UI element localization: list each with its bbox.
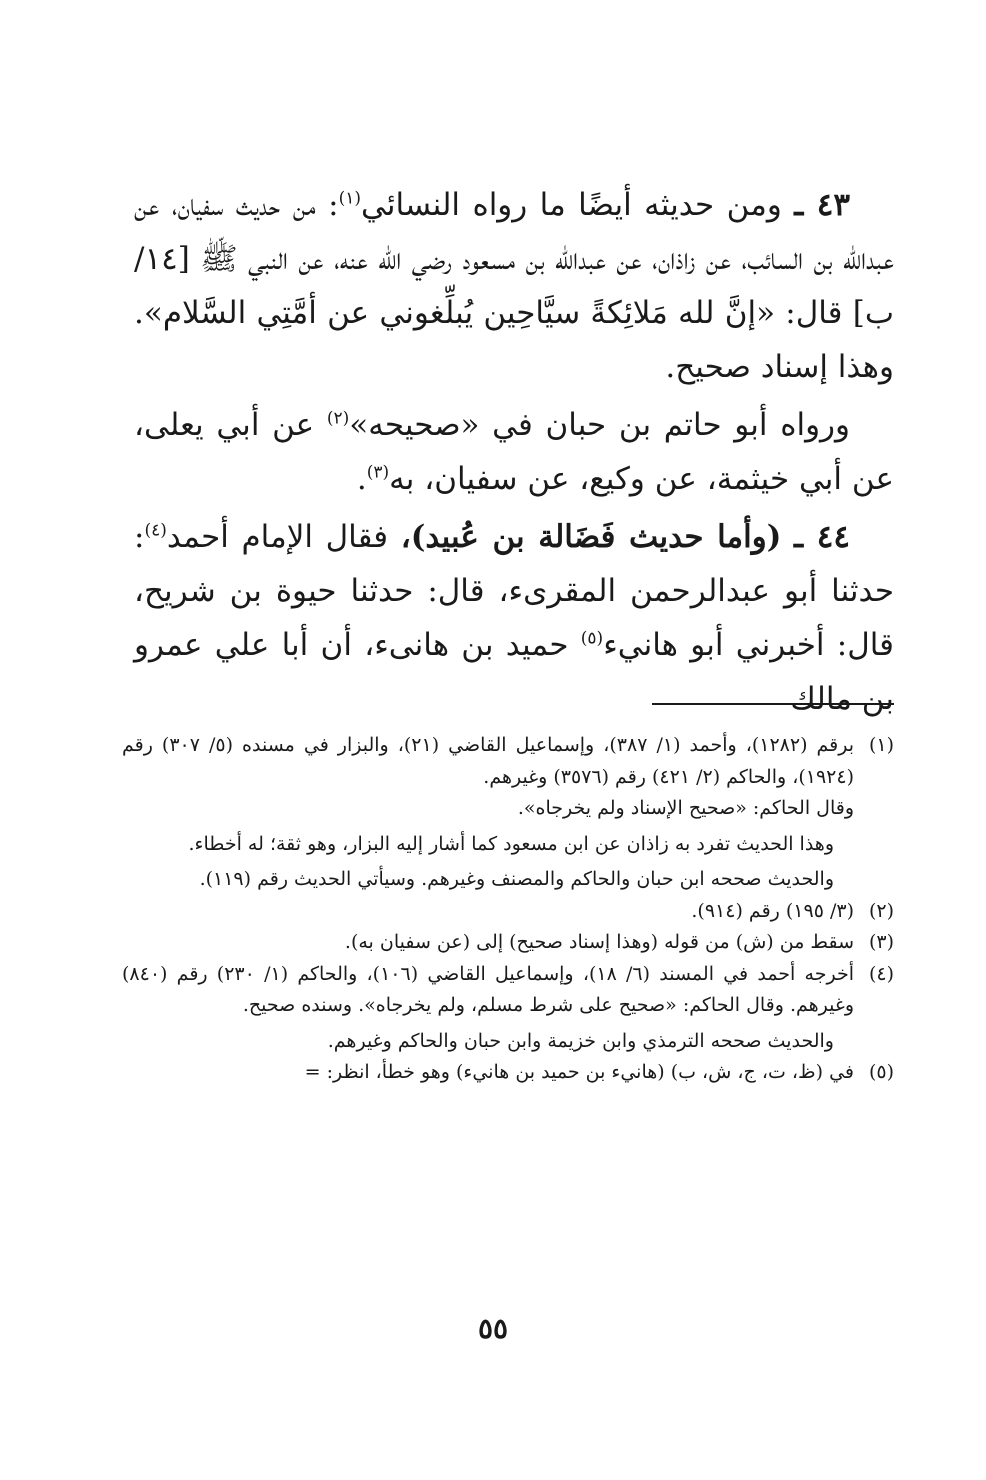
paragraph-43b-text-b: عن أبي يعلى، عن أبي خيثمة، عن وكيع، عن سفيان، به <box>134 407 894 497</box>
footnote-line: في (ظ، ت، ج، ش، ب) (هانيء بن حميد بن هانيء) وهو خطأ، انظر: = <box>304 1061 854 1083</box>
footnote-1 <box>122 730 894 896</box>
footnote-2 <box>122 896 894 928</box>
footnote-4 <box>122 959 894 1058</box>
footnote-ref-2[interactable]: (٢) <box>326 408 350 429</box>
footnote-mark: (٥) <box>868 1061 894 1083</box>
paragraph-43b-text-a: ورواه أبو حاتم بن حبان في «صحيحه» <box>349 407 850 443</box>
footnote-line: أخرجه أحمد في المسند (٦/ ١٨)، وإسماعيل القاضي (١٠٦)، والحاكم (١/ ٢٣٠) رقم (٨٤٠) وغيرهم. وقال الحاكم: «صحيح على شرط مسلم، ولم يخرجاه». وسنده صحيح. <box>122 962 854 1016</box>
footnote-line: وقال الحاكم: «صحيح الإسناد ولم يخرجاه». <box>517 797 854 819</box>
footnote-body <box>122 959 854 1058</box>
footnote-subparagraph: والحديث صححه الترمذي وابن خزيمة وابن حبان والحاكم وغيرهم. <box>327 1029 834 1052</box>
paragraph-44-text-a: فقال الإمام أحمد <box>166 519 401 555</box>
footnote-subparagraph: والحديث صححه ابن حبان والحاكم والمصنف وغيرهم. وسيأتي الحديث رقم (١١٩). <box>199 868 834 890</box>
paragraph-43 <box>134 178 894 394</box>
footnote-mark: (١) <box>868 734 894 756</box>
footnote-separator <box>652 703 894 705</box>
footnote-body <box>122 1057 854 1089</box>
paragraph-44-text-b: : حدثنا أبو عبدالرحمن المقرىء، قال: حدثنا حيوة بن شريح، قال: أخبرني أبو هانيء <box>134 519 894 663</box>
page-number: ٥٥ <box>477 1312 509 1345</box>
footnote-line: سقط من (ش) من قوله (وهذا إسناد صحيح) إلى (عن سفيان به). <box>344 931 854 953</box>
footnote-mark: (٢) <box>868 899 894 922</box>
footnote-body <box>122 730 854 896</box>
paragraph-44-text-c: حميد بن هانىء، أن أبا علي عمرو بن مالك <box>134 627 894 717</box>
section-heading-fadala: (وأما حديث فَضَالة بن عُبيد)، <box>400 519 782 555</box>
footnote-ref-4[interactable]: (٤) <box>144 520 167 541</box>
footnotes <box>122 730 894 1089</box>
paragraph-43b-text-c: . <box>356 461 367 497</box>
footnote-mark: (٤) <box>868 962 894 985</box>
paragraph-44 <box>134 510 894 726</box>
hadith-number-43: ٤٣ ـ <box>794 187 851 223</box>
footnote-ref-5[interactable]: (٥) <box>580 628 604 649</box>
footnote-ref-3[interactable]: (٣) <box>366 462 390 483</box>
footnote-mark: (٣) <box>868 931 894 953</box>
paragraph-43-continuation <box>134 398 894 506</box>
footnote-ref-1[interactable]: (١) <box>338 188 362 209</box>
footnote-line: برقم (١٢٨٢)، وأحمد (١/ ٣٨٧)، وإسماعيل القاضي (٢١)، والبزار في مسنده (٥/ ٣٠٧) رقم (١٩٢٤)، والحاكم (٢/ ٤٢١) رقم (٣٥٧٦) وغيرهم. <box>122 734 855 788</box>
paragraph-43-text-a: ومن حديثه أيضًا ما رواه النسائي <box>361 187 782 223</box>
hadith-number-44: ٤٤ ـ <box>794 519 850 555</box>
footnote-5 <box>122 1057 894 1089</box>
paragraph-43-text-b: : من حديث سفيان، عن عبدالله بن السائب، عن زاذان، عن عبدالله بن مسعود رضي الله عنه، عن النبي ﷺ [١٤/ب] قال: «إنَّ لله مَلائِكةً سيَّاحِين يُبلِّغوني عن أمَّتِي السَّلام». وهذا إسناد صحيح. <box>134 187 894 385</box>
footnote-subparagraph: وهذا الحديث تفرد به زاذان عن ابن مسعود كما أشار إليه البزار، وهو ثقة؛ له أخطاء. <box>188 832 834 855</box>
footnote-3 <box>122 927 894 959</box>
footnote-body <box>122 927 854 959</box>
footnote-line: (٣/ ١٩٥) رقم (٩١٤). <box>691 899 854 922</box>
main-text <box>134 178 894 730</box>
footnote-body <box>122 896 854 928</box>
